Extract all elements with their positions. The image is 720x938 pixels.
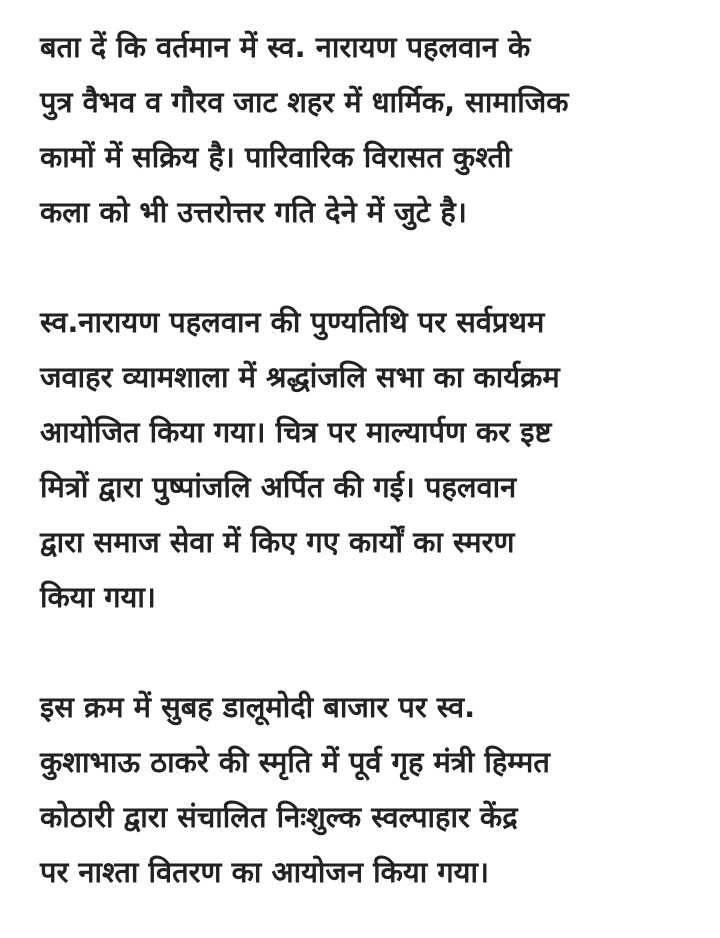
paragraph-line: कोठारी द्वारा संचालित निःशुल्क स्वल्पाहार केंद्र (40, 800, 518, 834)
paragraph-line: बता दें कि वर्तमान में स्व. नारायण पहलवान के (40, 30, 531, 64)
paragraph-2 (40, 295, 690, 625)
paragraph-3 (40, 680, 690, 900)
paragraph-line: द्वारा समाज सेवा में किए गए कार्यों का स्मरण (40, 525, 515, 559)
paragraph-line: कुशाभाऊ ठाकरे की स्मृति में पूर्व गृह मंत्री हिम्मत (40, 745, 550, 779)
paragraph-1 (40, 20, 690, 240)
paragraph-line: जवाहर व्यामशाला में श्रद्धांजलि सभा का कार्यक्रम (40, 360, 560, 394)
paragraph-line: इस क्रम में सुबह डालूमोदी बाजार पर स्व. (40, 690, 476, 724)
paragraph-line: मित्रों द्वारा पुष्पांजलि अर्पित की गई। पहलवान (40, 470, 517, 504)
paragraph-line: आयोजित किया गया। चित्र पर माल्यार्पण कर इष्ट (40, 415, 552, 449)
paragraph-line: पुत्र वैभव व गौरव जाट शहर में धार्मिक, सामाजिक (40, 85, 569, 119)
paragraph-line: स्व.नारायण पहलवान की पुण्यतिथि पर सर्वप्रथम (40, 305, 545, 339)
paragraph-line: कला को भी उत्तरोत्तर गति देने में जुटे है। (40, 195, 467, 229)
paragraph-line: पर नाश्ता वितरण का आयोजन किया गया। (40, 855, 490, 889)
article-body (40, 20, 690, 900)
paragraph-line: किया गया। (40, 580, 156, 614)
paragraph-line: कामों में सक्रिय है। पारिवारिक विरासत कुश्ती (40, 140, 512, 174)
